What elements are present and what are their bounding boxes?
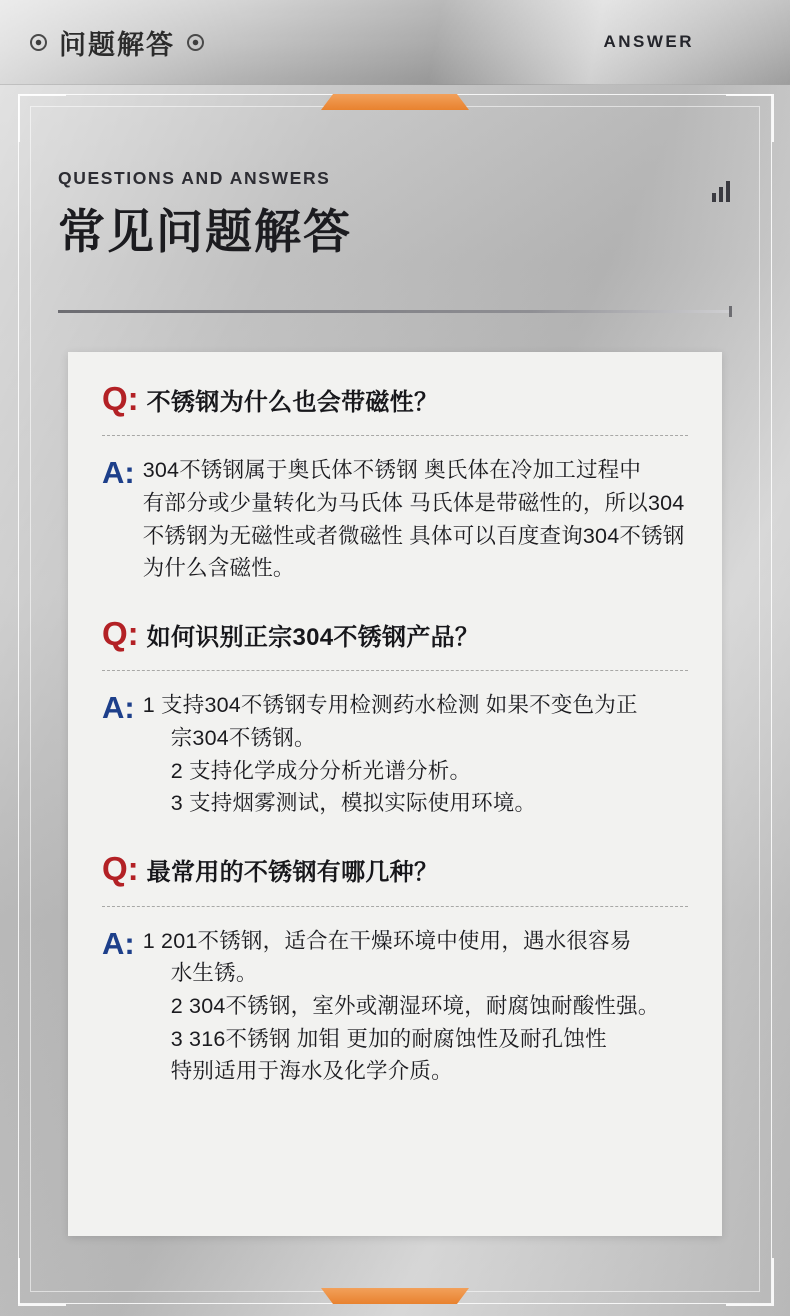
answer-line: 1 201不锈钢，适合在干燥环境中使用，遇水很容易 <box>142 928 632 953</box>
question-text: 最常用的不锈钢有哪几种？ <box>146 859 439 887</box>
frame-corner-top-left <box>18 94 66 142</box>
qa-item <box>102 617 688 820</box>
answer-line: 为什么含磁性。 <box>142 556 295 581</box>
answer-line: 304不锈钢属于奥氏体不锈钢 奥氏体在冷加工过程中 <box>142 458 642 483</box>
top-bar-right-label: ANSWER <box>603 32 694 51</box>
question-row <box>102 617 688 654</box>
question-text: 不锈钢为什么也会带磁性？ <box>146 389 439 416</box>
answer-marker: A: <box>102 690 135 726</box>
header-eyebrow: QUESTIONS AND ANSWERS <box>58 168 331 188</box>
answer-text <box>143 689 638 820</box>
top-bar-title-group <box>30 23 204 62</box>
answer-row <box>102 454 688 585</box>
answer-line: 特别适用于海水及化学介质。 <box>170 1059 453 1084</box>
answer-line: 不锈钢为无磁性或者微磁性 具体可以百度查询304不锈钢 <box>142 523 685 548</box>
circle-dot-icon <box>187 34 204 51</box>
answer-line: 2 304不锈钢，室外或潮湿环境，耐腐蚀耐酸性强。 <box>170 993 660 1018</box>
answer-marker: A: <box>102 925 135 961</box>
top-bar <box>0 0 790 85</box>
qa-divider <box>102 670 688 671</box>
qa-item <box>102 382 688 585</box>
top-bar-title: 问题解答 <box>59 29 175 60</box>
header-divider <box>58 310 730 313</box>
page-header <box>58 168 730 259</box>
question-row <box>102 382 688 419</box>
answer-line: 2 支持化学成分分析光谱分析。 <box>170 758 472 783</box>
qa-card <box>68 352 722 1236</box>
qa-item <box>102 852 688 1088</box>
question-row <box>102 852 688 889</box>
question-marker: Q: <box>102 380 139 417</box>
qa-divider <box>102 435 688 436</box>
frame-corner-bottom-right <box>726 1258 774 1306</box>
answer-line: 有部分或少量转化为马氏体 马氏体是带磁性的，所以304 <box>142 491 685 516</box>
question-text: 如何识别正宗304不锈钢产品？ <box>146 624 480 652</box>
signal-bars-icon <box>712 180 730 202</box>
answer-line: 3 316不锈钢 加钼 更加的耐腐蚀性及耐孔蚀性 <box>170 1026 607 1051</box>
frame-corner-bottom-left <box>18 1258 66 1306</box>
page-title: 常见问题解答 <box>58 205 352 258</box>
question-marker: Q: <box>102 850 139 888</box>
answer-row <box>102 689 688 820</box>
answer-text <box>143 454 685 585</box>
accent-tab-bottom <box>321 1288 469 1304</box>
qa-divider <box>102 906 688 907</box>
frame-corner-top-right <box>726 94 774 142</box>
answer-row <box>102 925 688 1088</box>
accent-tab-top <box>321 94 469 110</box>
answer-line: 宗304不锈钢。 <box>170 726 316 751</box>
answer-line: 1 支持304不锈钢专用检测药水检测 如果不变色为正 <box>142 693 638 718</box>
answer-line: 水生锈。 <box>170 961 258 986</box>
circle-dot-icon <box>30 34 47 51</box>
answer-line: 3 支持烟雾测试，模拟实际使用环境。 <box>170 791 537 816</box>
question-marker: Q: <box>102 615 139 653</box>
answer-text <box>143 925 660 1088</box>
answer-marker: A: <box>102 455 135 491</box>
